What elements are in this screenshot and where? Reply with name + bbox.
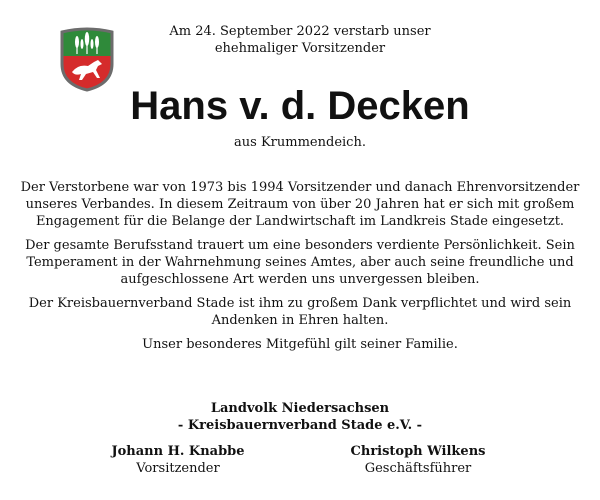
deceased-origin: aus Krummendeich.	[234, 135, 366, 150]
deceased-name: Hans v. d. Decken	[130, 84, 470, 128]
obituary-body	[14, 179, 586, 360]
paragraph-condolence: Unser besonderes Mitgefühl gilt seiner Familie.	[142, 337, 458, 352]
organization-name: Landvolk Niedersachsen	[210, 401, 390, 416]
signatory-role: Geschäftsführer	[364, 461, 472, 476]
signatory-chairman	[68, 443, 288, 477]
paragraph-tenure: Der Verstorbene war von 1973 bis 1994 Vorsitzender und danach Ehrenvorsitzender unseres Verbandes. In diesem Zeitraum von über 20 Jahren hat er sich mit großem Engagement für die Belange der Landwirtschaft im Landkreis Stade eingesetzt.	[20, 180, 580, 229]
signatory-manager	[308, 443, 528, 477]
signatory-role: Vorsitzender	[136, 461, 220, 476]
intro-line-2: ehehmaliger Vorsitzender	[214, 41, 386, 56]
intro-line-1: Am 24. September 2022 verstarb unser	[169, 24, 431, 39]
signatory-name: Johann H. Knabbe	[111, 444, 245, 459]
signatory-name: Christoph Wilkens	[350, 444, 486, 459]
death-announcement-intro	[100, 23, 500, 57]
paragraph-mourning: Der gesamte Berufsstand trauert um eine besonders verdiente Persönlichkeit. Sein Temperament in der Wahrnehmung seines Amtes, aber auch seine freundliche und aufgeschlossene Art werden uns unvergessen bleiben.	[25, 238, 575, 287]
organization-subname: - Kreisbauernverband Stade e.V. -	[177, 418, 423, 433]
organization-block	[0, 400, 600, 434]
paragraph-gratitude: Der Kreisbauernverband Stade ist ihm zu großem Dank verpflichtet und wird sein Andenken in Ehren halten.	[28, 296, 572, 328]
